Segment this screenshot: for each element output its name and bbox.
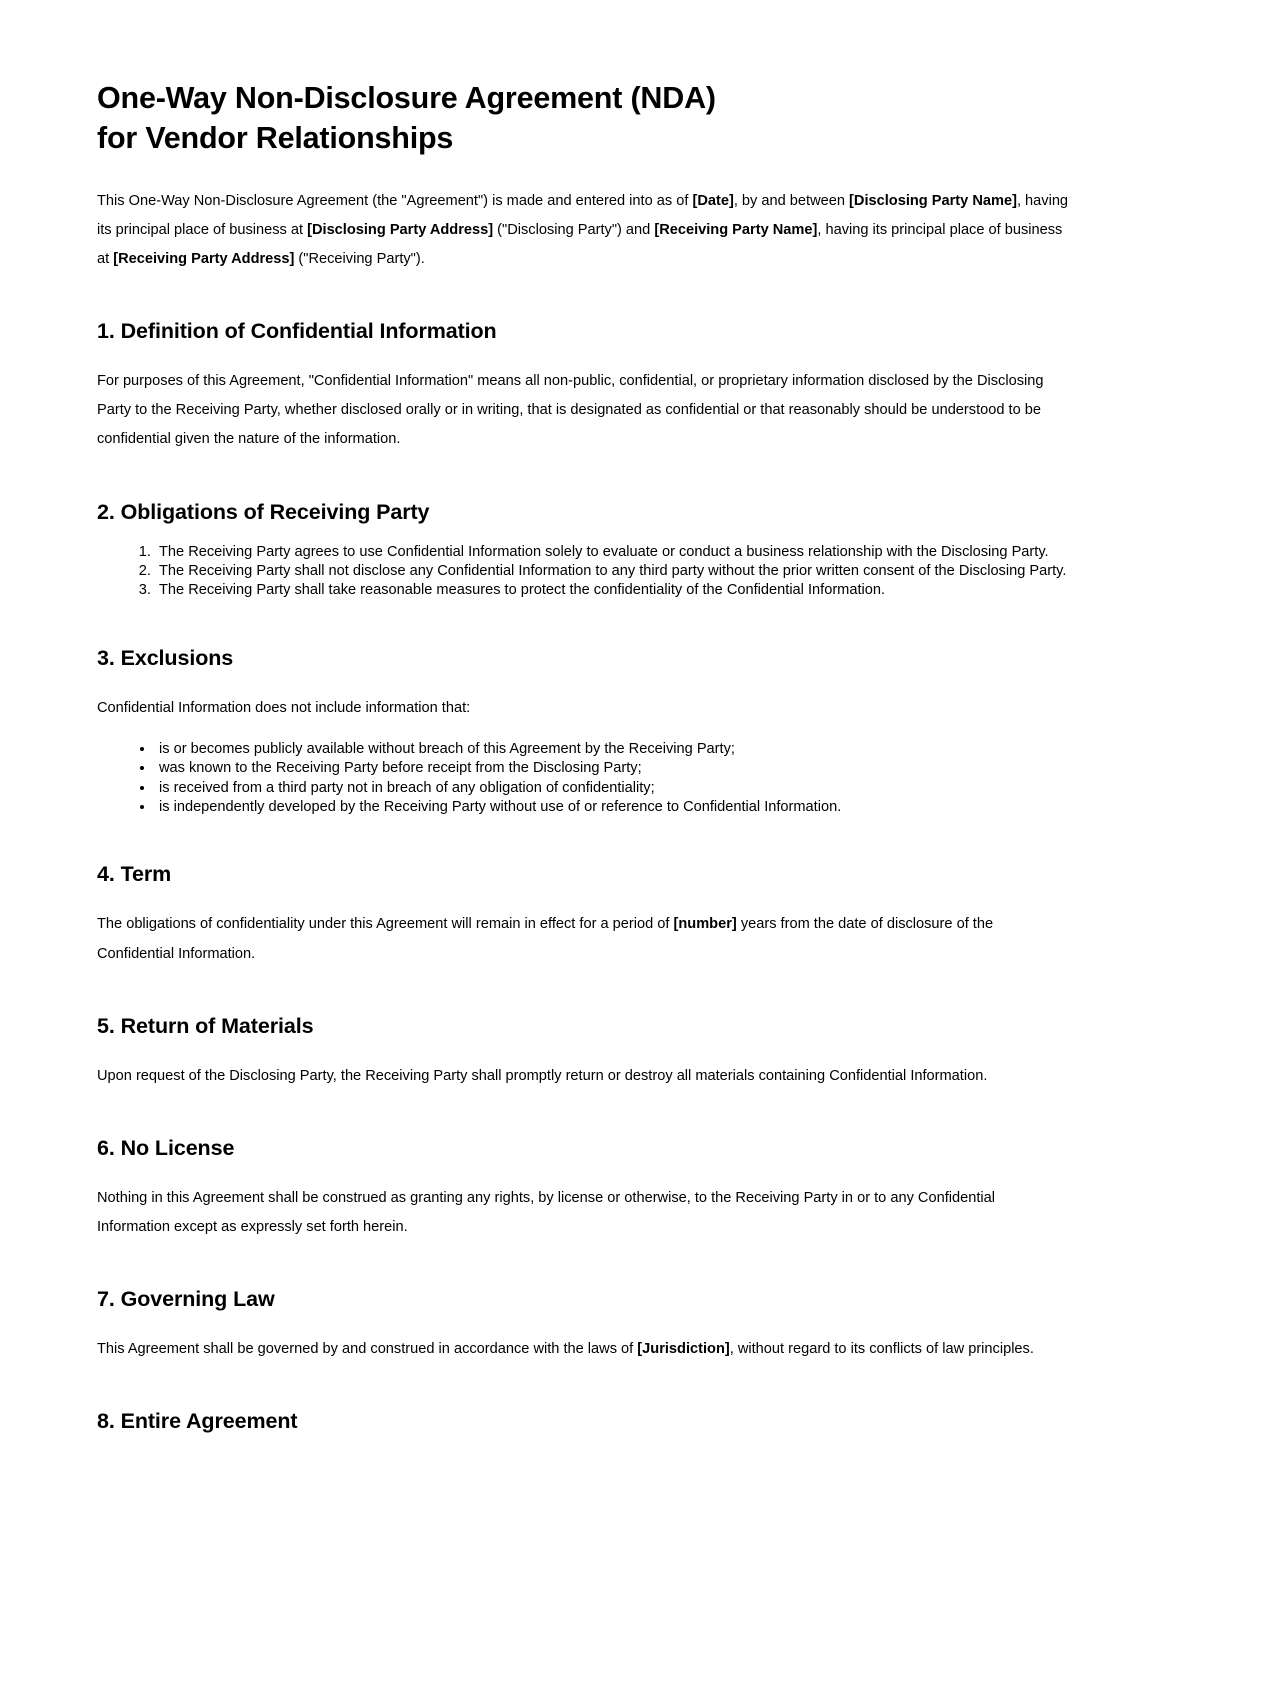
- intro-paragraph: [97, 187, 1070, 275]
- page-bottom-spacer: [97, 1436, 1070, 1456]
- placeholder-date: [Date]: [692, 192, 734, 209]
- list-item: • was known to the Receiving Party before receipt from the Disclosing Party;: [155, 759, 1070, 778]
- section-body-1: For purposes of this Agreement, "Confidential Information" means all non-public, confidential, or proprietary information disclosed by the Disclosing Party to the Receiving Party, whether disclosed orally or in writing, that is designated as confidential or that reasonably should be understood to be confidential given the nature of the information.: [97, 373, 1044, 448]
- section-body-6: Nothing in this Agreement shall be construed as granting any rights, by license or otherwise, to the Receiving Party in or to any Confidential Information except as expressly set forth herein.: [97, 1189, 996, 1236]
- section-body-7: [97, 1335, 1070, 1364]
- section-heading-8: 8. Entire Agreement: [97, 1409, 298, 1434]
- placeholder-number: [number]: [673, 916, 737, 933]
- section-heading-7: 7. Governing Law: [97, 1287, 275, 1312]
- exclusions-list: [97, 740, 1070, 818]
- section-heading-4: 4. Term: [97, 862, 172, 887]
- intro-text-part-4: ("Disclosing Party") and: [493, 221, 655, 238]
- term-text-part-1: The obligations of confidentiality under this Agreement will remain in effect for a period of: [97, 916, 674, 933]
- list-item: • is received from a third party not in breach of any obligation of confidentiality;: [155, 779, 1070, 798]
- placeholder-receiving-party-name: [Receiving Party Name]: [654, 221, 818, 238]
- page-title-line-1: One-Way Non-Disclosure Agreement (NDA): [97, 81, 716, 115]
- intro-text-part-6: ("Receiving Party").: [294, 250, 425, 267]
- intro-text-part-2: , by and between: [733, 192, 850, 209]
- obligations-list: [97, 543, 1070, 601]
- placeholder-receiving-party-address: [Receiving Party Address]: [113, 250, 295, 267]
- governing-law-text-part-2: , without regard to its conflicts of law principles.: [729, 1341, 1034, 1358]
- list-item: • is independently developed by the Receiving Party without use of or reference to Confidential Information.: [155, 798, 1070, 817]
- list-item: 1. The Receiving Party agrees to use Confidential Information solely to evaluate or conduct a business relationship with the Disclosing Party.: [155, 543, 1070, 562]
- placeholder-disclosing-party-name: [Disclosing Party Name]: [849, 192, 1017, 209]
- list-item: 3. The Receiving Party shall take reasonable measures to protect the confidentiality of the Confidential Information.: [155, 581, 1070, 600]
- intro-text-part-1: This One-Way Non-Disclosure Agreement (the "Agreement") is made and entered into as of: [97, 192, 693, 209]
- section-heading-6: 6. No License: [97, 1135, 235, 1160]
- page-title-line-2: for Vendor Relationships: [97, 121, 454, 156]
- placeholder-jurisdiction: [Jurisdiction]: [637, 1341, 730, 1358]
- page-title: [97, 78, 1070, 159]
- intro-text-part-5: , having its principal place of business at: [97, 221, 1063, 267]
- section-body-4: [97, 910, 1070, 968]
- list-item: • is or becomes publicly available without breach of this Agreement by the Receiving Party;: [155, 740, 1070, 759]
- section-heading-3: 3. Exclusions: [97, 645, 234, 670]
- list-item: 2. The Receiving Party shall not disclose any Confidential Information to any third party without the prior written consent of the Disclosing Party.: [155, 562, 1070, 581]
- section-heading-5: 5. Return of Materials: [97, 1013, 314, 1038]
- governing-law-text-part-1: This Agreement shall be governed by and construed in accordance with the laws of: [97, 1341, 638, 1358]
- intro-text-part-3: , having its principal place of business at: [97, 192, 1069, 238]
- section-body-5: Upon request of the Disclosing Party, the Receiving Party shall promptly return or destroy all materials containing Confidential Information.: [97, 1067, 988, 1084]
- term-text-part-2: years from the date of disclosure of the Confidential Information.: [97, 916, 994, 962]
- section-heading-2: 2. Obligations of Receiving Party: [97, 499, 430, 524]
- exclusions-intro: Confidential Information does not include information that:: [97, 699, 471, 716]
- placeholder-disclosing-party-address: [Disclosing Party Address]: [307, 221, 494, 238]
- section-heading-1: 1. Definition of Confidential Information: [97, 319, 497, 344]
